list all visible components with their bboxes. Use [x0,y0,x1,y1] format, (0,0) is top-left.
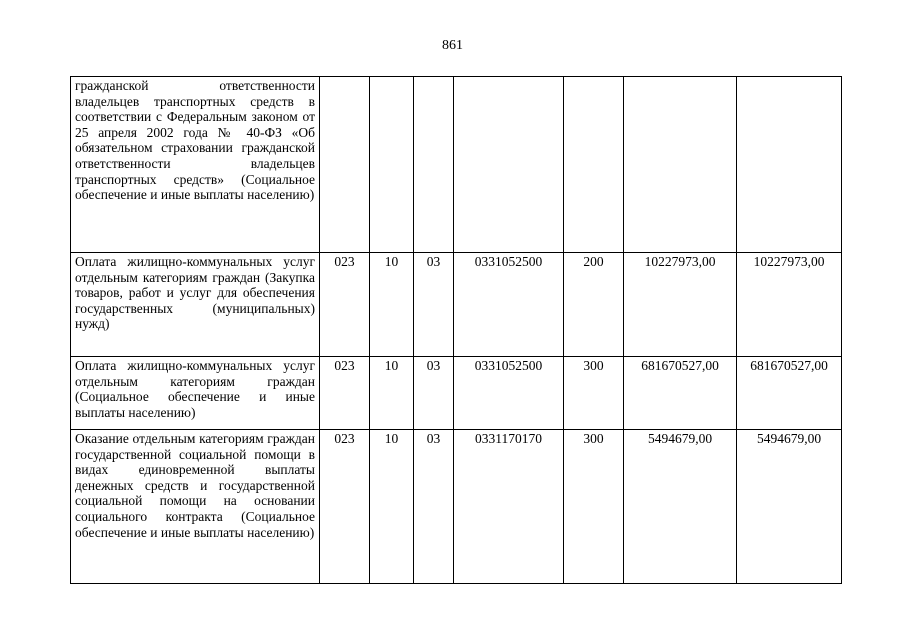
section-code [370,77,414,253]
subsection-code: 03 [414,430,454,584]
ministry-code [320,77,370,253]
section-code: 10 [370,430,414,584]
ministry-code: 023 [320,430,370,584]
target-article-code [454,77,564,253]
amount-column-1: 5494679,00 [624,430,737,584]
row-description: Оказание отдельным категориям граждан государственной социальной помощи в видах единовременной выплаты денежных средств и государственной социальной помощи на основании социального контракта (Социальное обеспечение и иные выплаты населению) [71,430,320,584]
amount-column-2: 5494679,00 [737,430,842,584]
amount-column-1: 10227973,00 [624,253,737,357]
section-code: 10 [370,357,414,430]
amount-column-2: 681670527,00 [737,357,842,430]
row-description: Оплата жилищно-коммунальных услуг отдельным категориям граждан (Закупка товаров, работ и услуг для обеспечения государственных (муниципальных) нужд) [71,253,320,357]
subsection-code: 03 [414,357,454,430]
expense-type-code [564,77,624,253]
expense-type-code: 200 [564,253,624,357]
target-article-code: 0331170170 [454,430,564,584]
expense-type-code: 300 [564,357,624,430]
row-description: Оплата жилищно-коммунальных услуг отдельным категориям граждан (Социальное обеспечение и иные выплаты населению) [71,357,320,430]
page-number: 861 [442,38,463,53]
subsection-code [414,77,454,253]
table-row [71,253,842,357]
row-description: гражданской ответственности владельцев транспортных средств в соответствии с Федеральным законом от 25 апреля 2002 года № 40-ФЗ «Об обязательном страховании гражданской ответственности владельцев транспортных средств» (Социальное обеспечение и иные выплаты населению) [71,77,320,253]
budget-table [70,76,842,584]
amount-column-2 [737,77,842,253]
section-code: 10 [370,253,414,357]
table-row [71,77,842,253]
amount-column-2: 10227973,00 [737,253,842,357]
ministry-code: 023 [320,253,370,357]
target-article-code: 0331052500 [454,253,564,357]
expense-type-code: 300 [564,430,624,584]
table-row [71,357,842,430]
amount-column-1: 681670527,00 [624,357,737,430]
subsection-code: 03 [414,253,454,357]
target-article-code: 0331052500 [454,357,564,430]
amount-column-1 [624,77,737,253]
ministry-code: 023 [320,357,370,430]
table-row [71,430,842,584]
